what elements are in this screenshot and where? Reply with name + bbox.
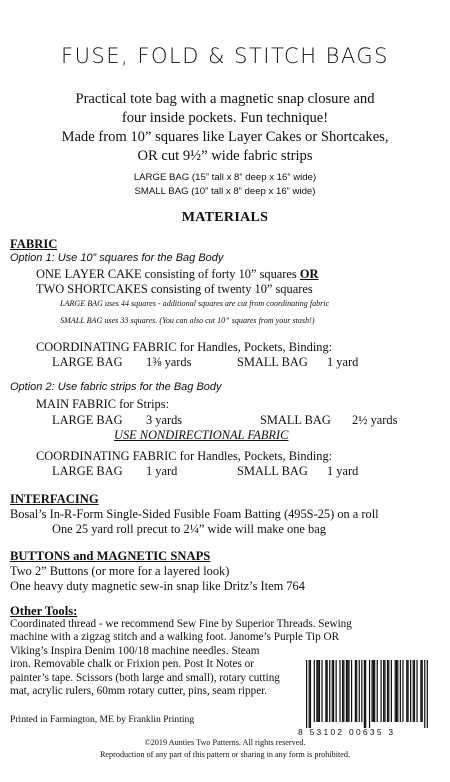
option2-small-label-2: SMALL BAG	[237, 464, 308, 478]
interfacing-line-2: One 25 yard roll precut to 2¼” wide will make one bag	[52, 522, 326, 536]
intro-description	[0, 90, 450, 166]
reproduction-notice: Reproduction of any part of this pattern or sharing in any form is prohibited.	[99, 750, 351, 759]
barcode-bar	[343, 660, 344, 722]
barcode-bar	[355, 660, 356, 722]
barcode-bar	[422, 660, 423, 722]
barcode-bar	[400, 660, 401, 722]
copyright-notice: ©2019 Aunties Two Patterns. All rights reserved.	[144, 738, 306, 747]
barcode-bar	[420, 660, 421, 722]
intro-line: Practical tote bag with a magnetic snap closure and	[75, 91, 375, 107]
other-tools-line: Coordinated thread - we recommend Sew Fine by Superior Threads. Sewing	[10, 618, 352, 630]
barcode-bar	[316, 660, 317, 722]
barcode-bar	[391, 660, 392, 722]
layer-cake-text: ONE LAYER CAKE consisting of forty 10” squares	[36, 267, 300, 281]
printer-credit: Printed in Farmington, ME by Franklin Printing	[10, 714, 195, 725]
intro-line: four inside pockets. Fun technique!	[121, 110, 329, 126]
barcode-bar	[387, 660, 388, 722]
barcode-bar	[413, 660, 414, 722]
materials-heading: MATERIALS	[181, 210, 269, 225]
barcode-bar	[380, 660, 381, 722]
option2-small-qty: 2½ yards	[352, 413, 398, 427]
other-tools-line: machine with a zigzag stitch and a walking foot. Janome’s Purple Tip OR	[10, 631, 340, 644]
barcode-bar	[359, 660, 360, 722]
small-bag-note: SMALL BAG uses 33 squares. (You can also cut 10” squares from your stash!)	[60, 316, 315, 325]
large-bag-size: LARGE BAG (15” tall x 8” deep x 16” wide)	[133, 172, 317, 183]
option2-large-qty: 3 yards	[146, 413, 183, 427]
small-bag-size: SMALL BAG (10” tall x 8” deep x 16” wide)	[134, 185, 316, 197]
barcode-bar	[351, 660, 352, 722]
other-tools-line: Viking’s Inspira Denim 100/18 machine needles. Steam	[10, 644, 260, 657]
barcode-bar	[388, 660, 389, 722]
interfacing-line-1: Bosal’s In-R-Form Single-Sided Fusible Foam Batting (495S-25) on a roll	[10, 507, 379, 521]
barcode-bar	[309, 660, 310, 728]
barcode-bar	[377, 660, 378, 722]
barcode-bar	[407, 660, 408, 722]
option1-label: Option 1: Use 10” squares for the Bag Body	[10, 252, 224, 264]
barcode-bar	[332, 660, 333, 722]
layer-cake-line	[36, 267, 318, 282]
barcode-bar	[346, 660, 347, 722]
barcode-bar	[384, 660, 385, 722]
option1-coordinating-fabric: COORDINATING FABRIC for Handles, Pockets, Binding:	[36, 340, 333, 354]
barcode-bar	[339, 660, 340, 722]
barcode-bar	[383, 660, 384, 722]
barcode-bar	[336, 660, 337, 722]
option2-coordinating-fabric: COORDINATING FABRIC for Handles, Pockets, Binding:	[36, 449, 333, 463]
barcode-bar	[365, 660, 366, 728]
option2-large-label-2: LARGE BAG	[52, 464, 123, 478]
other-tools-heading: Other Tools:	[10, 604, 78, 618]
option1-large-qty: 1⅜ yards	[146, 355, 192, 369]
barcode-bar	[310, 660, 311, 728]
barcode-bar	[427, 660, 428, 728]
fabric-heading: FABRIC	[10, 237, 58, 251]
other-tools-line: painter’s tape. Scissors (both large and small), rotary cutting	[10, 671, 280, 684]
barcode-bar	[373, 660, 374, 722]
barcode-bar	[321, 660, 322, 722]
interfacing-heading: INTERFACING	[10, 492, 99, 506]
main-fabric-line: MAIN FABRIC for Strips:	[36, 397, 169, 411]
barcode-bar	[416, 660, 417, 722]
buttons-heading: BUTTONS and MAGNETIC SNAPS	[10, 549, 211, 563]
barcode-bar	[314, 660, 315, 722]
option2-small-label: SMALL BAG	[260, 413, 331, 427]
buttons-line-1: Two 2” Buttons (or more for a layered look)	[10, 564, 230, 578]
barcode-bar	[356, 660, 357, 722]
barcode-bar	[406, 660, 407, 722]
large-bag-note: LARGE BAG uses 44 squares - additional squares are cut from coordinating fabric	[60, 299, 330, 308]
barcode-bar	[397, 660, 398, 722]
buttons-line-2: One heavy duty magnetic sew-in snap like Dritz’s Item 764	[10, 579, 305, 593]
barcode-bar	[306, 660, 307, 728]
barcode-bar	[374, 660, 375, 722]
page-title: FUSE, FOLD & STITCH BAGS	[60, 44, 390, 68]
or-emphasis: OR	[299, 267, 319, 281]
option1-large-label: LARGE BAG	[52, 355, 123, 369]
barcode-bar	[369, 660, 370, 728]
option2-small-qty-2: 1 yard	[327, 464, 359, 478]
barcode-image	[306, 660, 428, 728]
barcode-bar	[347, 660, 348, 722]
barcode-bar	[342, 660, 343, 722]
barcode-bar	[318, 660, 319, 722]
barcode-bar	[348, 660, 349, 722]
barcode-bar	[364, 660, 365, 728]
bag-sizes	[0, 171, 450, 198]
option2-label: Option 2: Use fabric strips for the Bag Body	[10, 381, 222, 393]
barcode-bar	[424, 660, 425, 728]
barcode-bar	[333, 660, 334, 722]
barcode-bar	[371, 660, 372, 722]
shortcakes-line: TWO SHORTCAKES consisting of twenty 10” squares	[36, 282, 313, 296]
barcode-bar	[396, 660, 397, 722]
barcode-bar	[361, 660, 362, 722]
nondirectional-note: USE NONDIRECTIONAL FABRIC	[114, 428, 289, 442]
barcode-bar	[402, 660, 403, 722]
barcode-bar	[327, 660, 328, 722]
option1-small-label: SMALL BAG	[237, 355, 308, 369]
barcode-bar	[410, 660, 411, 722]
barcode-bar	[325, 660, 326, 722]
barcode-number: 8 53102 00635 3	[298, 727, 396, 737]
intro-line: OR cut 9½” wide fabric strips	[137, 148, 313, 164]
barcode-bar	[395, 660, 396, 722]
other-tools-line: mat, acrylic rulers, 60mm rotary cutter, pins, seam ripper.	[10, 685, 268, 698]
barcode-bar	[414, 660, 415, 722]
other-tools-line: iron. Removable chalk or Frixion pen. Post It Notes or	[10, 658, 254, 671]
option2-large-qty-2: 1 yard	[146, 464, 178, 478]
barcode-bar	[329, 660, 330, 722]
option2-large-label: LARGE BAG	[52, 413, 123, 427]
option1-small-qty: 1 yard	[327, 355, 359, 369]
intro-line: Made from 10” squares like Layer Cakes or Shortcakes,	[61, 129, 389, 145]
barcode-bar	[319, 660, 320, 722]
